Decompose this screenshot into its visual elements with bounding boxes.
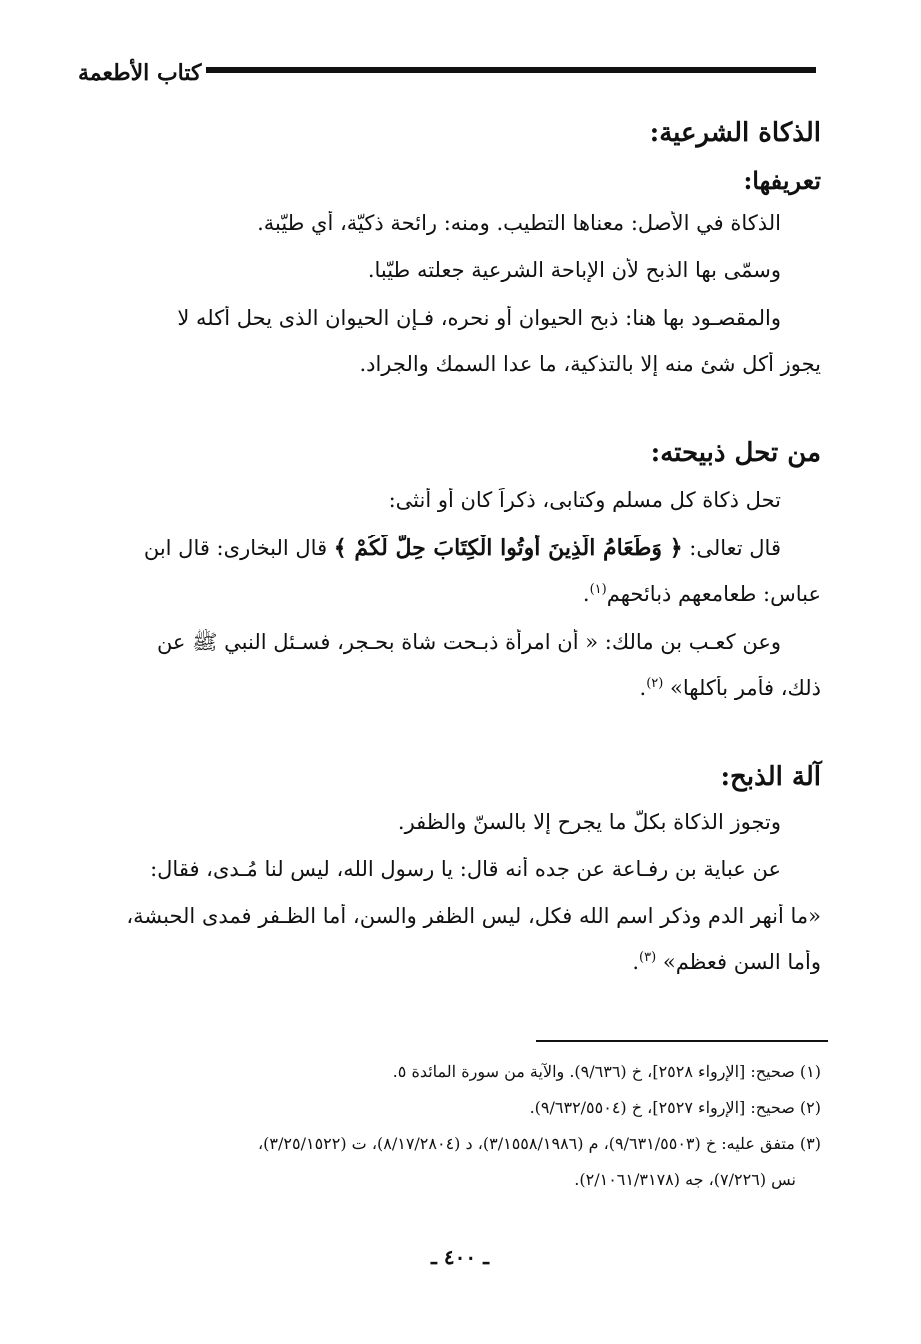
footnote-3: (٣) متفق عليه: خ (٩/٦٣١/٥٥٠٣)، م (٣/١٥٥٨/١٩٨٦)، د (٨/١٧/٢٨٠٤)، ت (٣/٢٥/١٥٢٢)، (258, 1134, 821, 1153)
paragraph-line: يجوز أكل شئ منه إلا بالتذكية، ما عدا السمك والجراد. (359, 352, 821, 376)
text-span: قال البخارى: قال ابن (143, 536, 334, 560)
running-head-title: كتاب الأطعمة (78, 60, 202, 86)
section-title-slaughter-tool: آلة الذبح: (720, 762, 821, 792)
footnote-2: (٢) صحيح: [الإرواء ٢٥٢٧]، خ (٩/٦٣٢/٥٥٠٤). (529, 1098, 821, 1117)
paragraph-line: وعن كعـب بن مالك: « أن امرأة ذبـحت شاة بحـجر، فسـئل النبي ﷺ عن (156, 630, 781, 654)
paragraph-line: الذكاة في الأصل: معناها التطيب. ومنه: رائحة ذكيّة، أي طيّبة. (257, 211, 781, 235)
quran-verse: ﴿ وَطَعَامُ الَّذِينَ أُوتُوا الْكِتَابَ حِلٌّ لَّكُمْ ﴾ (333, 535, 683, 561)
paragraph-line: عن عباية بن رفـاعة عن جده أنه قال: يا رسول الله، ليس لنا مُـدى، فقال: (150, 857, 781, 881)
page-header (78, 58, 816, 90)
paragraph-line-quran (80, 535, 781, 561)
section-title-legal-slaughter: الذكاة الشرعية: (649, 118, 821, 148)
text-span: ذلك، فأمر بأكلها» (670, 676, 821, 700)
page-number: ـ ٤٠٠ ـ (431, 1245, 489, 1269)
paragraph-line: ذلك، فأمر بأكلها» $^{(٢)}$. (639, 676, 821, 700)
footnote-ref[interactable]: (٢) (646, 676, 664, 691)
paragraph-line: والمقصـود بها هنا: ذبح الحيوان أو نحره، فـإن الحيوان الذى يحل أكله لا (177, 306, 781, 330)
paragraph-line: وتجوز الذكاة بكلّ ما يجرح إلا بالسنّ والظفر. (397, 810, 781, 834)
text-span: عباس: طعامعهم ذبائحهم (606, 582, 821, 606)
header-rule (206, 67, 816, 73)
text-span: وأما السن فعظم» (662, 950, 821, 974)
footnote-ref[interactable]: (١) (589, 582, 607, 597)
paragraph-line: «ما أنهر الدم وذكر اسم الله فكل، ليس الظفر والسن، أما الظـفر فمدى الحبشة، (126, 904, 821, 928)
footnote-3-continuation: نس (٧/٢٢٦)، جه (٢/١٠٦١/٣١٧٨). (574, 1170, 796, 1189)
paragraph-line: عباس: طعامعهم ذبائحهم$^{(١)}$. (582, 582, 821, 606)
footnote-ref[interactable]: (٣) (639, 950, 657, 965)
footnote-1: (١) صحيح: [الإرواء ٢٥٢٨]، خ (٩/٦٣٦). والآية من سورة المائدة ٥. (392, 1062, 821, 1081)
text-span: قال تعالى: (682, 536, 781, 560)
footnote-separator (536, 1040, 828, 1042)
paragraph-line: وسمّى بها الذبح لأن الإباحة الشرعية جعلته طيّبا. (367, 258, 781, 282)
section-title-whose-slaughter: من تحل ذبيحته: (650, 438, 821, 468)
subsection-title-definition: تعريفها: (743, 166, 821, 195)
paragraph-line: وأما السن فعظم» $^{(٣)}$. (632, 950, 821, 974)
paragraph-line: تحل ذكاة كل مسلم وكتابى، ذكراً كان أو أنثى: (388, 488, 781, 512)
